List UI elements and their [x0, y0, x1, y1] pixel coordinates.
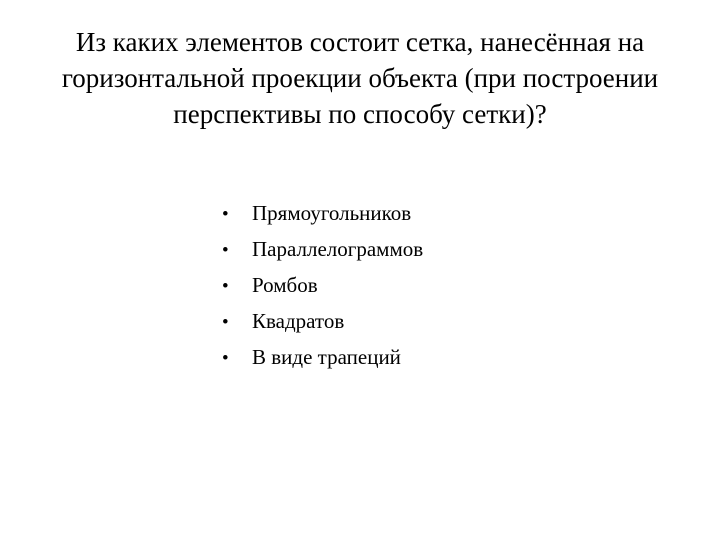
answer-option-parallelograms [222, 232, 423, 268]
answer-option-label: Ромбов [252, 273, 318, 297]
answer-option-trapezoids [222, 340, 423, 376]
answer-option-squares [222, 304, 423, 340]
answer-option-label: Квадратов [252, 309, 345, 333]
question-title-line: перспективы по способу сетки)? [173, 99, 547, 129]
bullet-icon: • [222, 276, 229, 297]
question-title-line: горизонтальной проекции объекта (при построении [61, 63, 659, 93]
answer-option-label: Прямоугольников [252, 201, 412, 225]
bullet-icon: • [222, 348, 229, 369]
answer-option-rectangles [222, 196, 423, 232]
answer-options-list [222, 196, 423, 376]
question-title [30, 24, 690, 132]
answer-option-label: В виде трапеций [252, 345, 401, 369]
bullet-icon: • [222, 312, 229, 333]
question-title-line: Из каких элементов состоит сетка, нанесённая на [75, 27, 645, 57]
answer-option-rhombuses [222, 268, 423, 304]
answer-option-label: Параллелограммов [252, 237, 424, 261]
bullet-icon: • [222, 204, 229, 225]
bullet-icon: • [222, 240, 229, 261]
